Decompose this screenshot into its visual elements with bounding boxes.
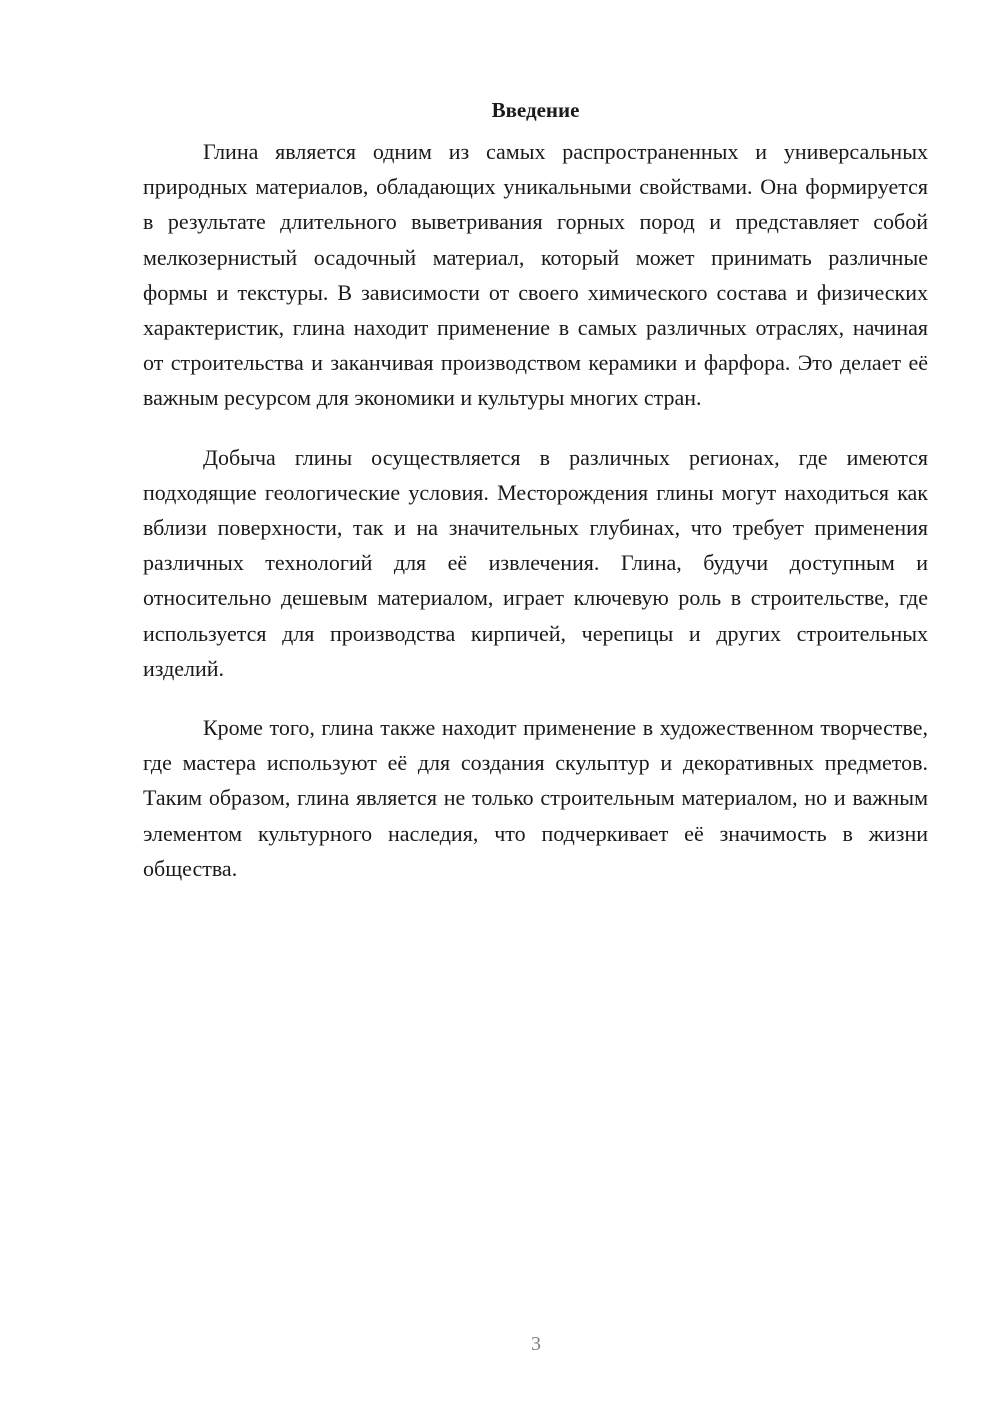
paragraph-3: Кроме того, глина также находит применение в художественном творчестве, где мастера используют её для создания скульптур и декоративных предметов. Таким образом, глина является не только строительным материалом, но и важным элементом культурного наследия, что подчеркивает её значимость в жизни общества. (143, 715, 928, 881)
section-heading: Введение (491, 98, 580, 122)
paragraph-2: Добыча глины осуществляется в различных регионах, где имеются подходящие геологические условия. Месторождения глины могут находиться как вблизи поверхности, так и на значительных глубинах, что требует применения различных технологий для её извлечения. Глина, будучи доступным и относительно дешевым материалом, играет ключевую роль в строительстве, где используется для производства кирпичей, черепицы и других строительных изделий. (143, 444, 928, 681)
paragraph-1: Глина является одним из самых распространенных и универсальных природных материалов, обладающих уникальными свойствами. Она формируется в результате длительного выветривания горных пород и представляет собой мелкозернистый осадочный материал, который может принимать различные формы и текстуры. В зависимости от своего химического состава и физических характеристик, глина находит применение в самых различных отраслях, начиная от строительства и заканчивая производством керамики и фарфора. Это делает её важным ресурсом для экономики и культуры многих стран. (143, 139, 928, 411)
page-number: 3 (531, 1333, 541, 1355)
page-content (143, 92, 928, 910)
